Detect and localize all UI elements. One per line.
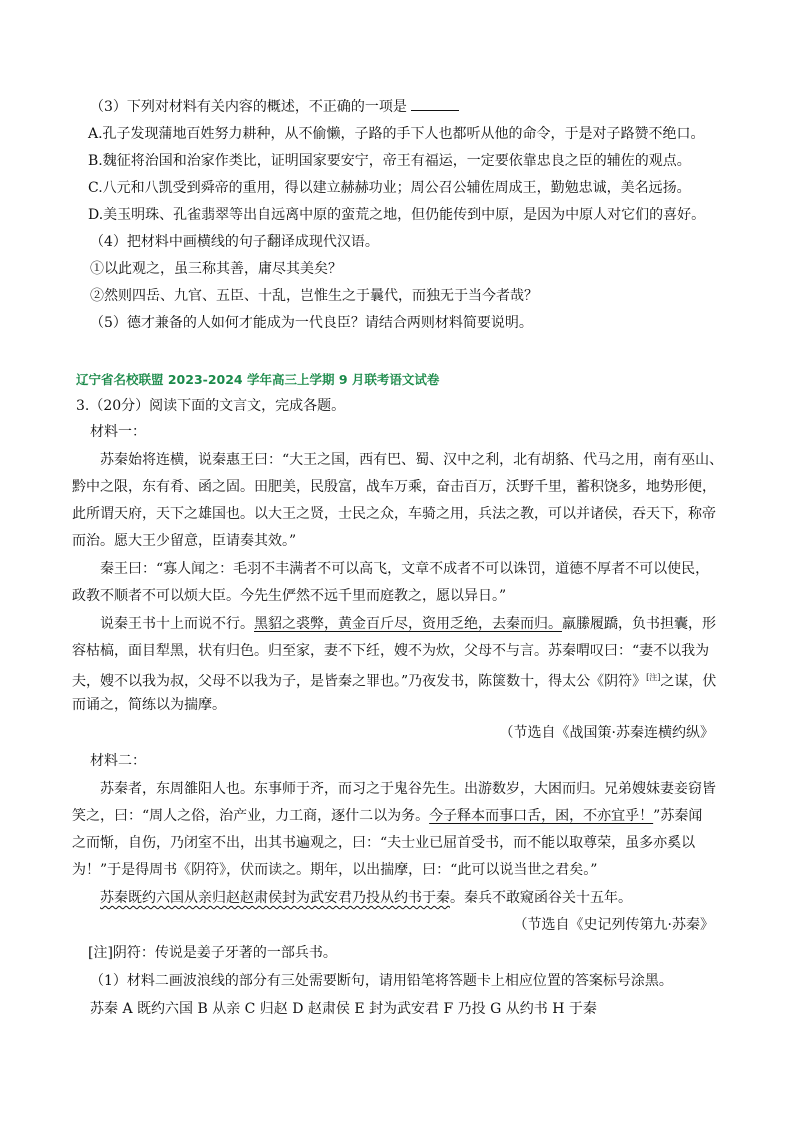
annotation-note: [注]阴符：传说是姜子牙著的一部兵书。 [88, 945, 337, 961]
m1-source: （节选自《战国策·苏秦连横约纵》 [499, 725, 714, 741]
m2-line-4: 为！”于是得周书《阴符》，伏而读之。期年，以出揣摩，曰：“此可以说当世之君矣。” [72, 862, 598, 878]
problem-statement: 3.（20分）阅读下面的文言文，完成各题。 [76, 398, 346, 414]
m1-p2-line-1: 秦王曰：“寡人闻之：毛羽不丰满者不可以高飞，文章不成者不可以诛罚，道德不厚者不可以使民， [100, 561, 710, 577]
answer-blank [411, 96, 459, 111]
option-b: B.魏征将治国和治家作类比，证明国家要安宁，帝王有福运，一定要依靠忠良之臣的辅佐的观点。 [88, 153, 691, 169]
option-d: D.美玉明珠、孔雀翡翠等出自远离中原的蛮荒之地，但仍能传到中原，是因为中原人对它们的喜好。 [88, 207, 706, 223]
wavy-underlined-passage: 苏秦既约六国从亲归赵赵肃侯封为武安君乃投从约书于秦 [100, 890, 450, 906]
material-1-label: 材料一： [90, 424, 146, 440]
q4-sentence-2: ②然则四岳、九官、五臣、十乱，岂惟生之于曩代，而独无于当今者哉？ [90, 288, 538, 304]
m2-line-2: 笑之，曰：“周人之俗，治产业，力工商，逐什二以为务。今子释本而事口舌，困，不亦宜乎！”苏秦闻 [72, 808, 703, 824]
option-c: C.八元和八凯受到舜帝的重用，得以建立赫赫功业；周公召公辅佐周成王，勤勉忠诚，美名远扬。 [88, 180, 691, 196]
underlined-sentence: 黑貂之裘弊，黄金百斤尽，资用乏绝，去秦而归。 [254, 616, 562, 632]
m1-p2-line-2: 政教不顺者不可以烦大臣。今先生俨然不远千里而庭教之，愿以异日。” [72, 588, 507, 604]
q4-sentence-1: ①以此观之，虽三称其善，庸尽其美矣？ [90, 261, 342, 277]
m1-p3-line-3: 夫，嫂不以我为叔，父母不以我为子，是皆秦之罪也。”乃夜发书，陈箧数十，得太公《阴符》[注]之谋，伏 [72, 673, 717, 690]
footnote-marker: [注] [646, 673, 661, 682]
answer-line: 苏秦 A 既约六国 B 从亲 C 归赵 D 赵肃侯 E 封为武安君 F 乃投 G 从约书 H 于秦 [90, 1001, 597, 1017]
m1-p1-line-1: 苏秦始将连横，说秦惠王曰：“大王之国，西有巴、蜀、汉中之利，北有胡貉、代马之用，南有巫山、 [100, 452, 724, 468]
option-a: A.孔子发现蒲地百姓努力耕种，从不偷懒，子路的手下人也都听从他的命令，于是对子路赞不绝口。 [88, 126, 705, 142]
exam-title: 辽宁省名校联盟 2023-2024 学年高三上学期 9 月联考语文试卷 [76, 372, 440, 387]
m2-line-3: 之而惭，自伤，乃闭室不出，出其书遍观之，曰：“夫士业已屈首受书，而不能以取尊荣，虽多亦奚以 [72, 835, 696, 851]
m1-p1-line-3: 此所谓天府，天下之雄国也。以大王之贤，士民之众，车骑之用，兵法之教，可以并诸侯，吞天下，称帝 [72, 506, 716, 522]
q3-prompt: （3）下列对材料有关内容的概述，不正确的一项是 [90, 96, 459, 117]
q5-prompt: （5）德才兼备的人如何才能成为一代良臣？请结合两则材料简要说明。 [90, 315, 533, 331]
material-2-label: 材料二： [90, 753, 146, 769]
underlined-sentence-2: 今子释本而事口舌，困，不亦宜乎！ [429, 808, 654, 824]
m1-p3-line-1: 说秦王书十上而说不行。黑貂之裘弊，黄金百斤尽，资用乏绝，去秦而归。羸縢履蹻，负书担囊，形 [100, 616, 716, 632]
sub-question-1: （1）材料二画波浪线的部分有三处需要断句，请用铅笔将答题卡上相应位置的答案标号涂黑。 [90, 973, 673, 989]
m1-p3-line-4: 而诵之，简练以为揣摩。 [72, 697, 226, 713]
m2-line-5: 苏秦既约六国从亲归赵赵肃侯封为武安君乃投从约书于秦。秦兵不敢窥函谷关十五年。 [100, 890, 632, 906]
m1-p1-line-2: 黔中之限，东有肴、函之固。田肥美，民殷富，战车万乘，奋击百万，沃野千里，蓄积饶多，地势形便， [72, 479, 716, 495]
m1-p1-line-4: 而治。愿大王少留意，臣请奏其效。” [72, 533, 297, 549]
m1-p3-line-2: 容枯槁，面目犁黑，状有归色。归至家，妻不下纴，嫂不为炊，父母不与言。苏秦喟叹曰：“妻不以我为 [72, 643, 710, 659]
m2-source: （节选自《史记列传第九·苏秦》 [513, 917, 714, 933]
q4-prompt: （4）把材料中画横线的句子翻译成现代汉语。 [90, 234, 379, 250]
m2-line-1: 苏秦者，东周雒阳人也。东事师于齐，而习之于鬼谷先生。出游数岁，大困而归。兄弟嫂妹妻妾窃皆 [100, 781, 716, 797]
